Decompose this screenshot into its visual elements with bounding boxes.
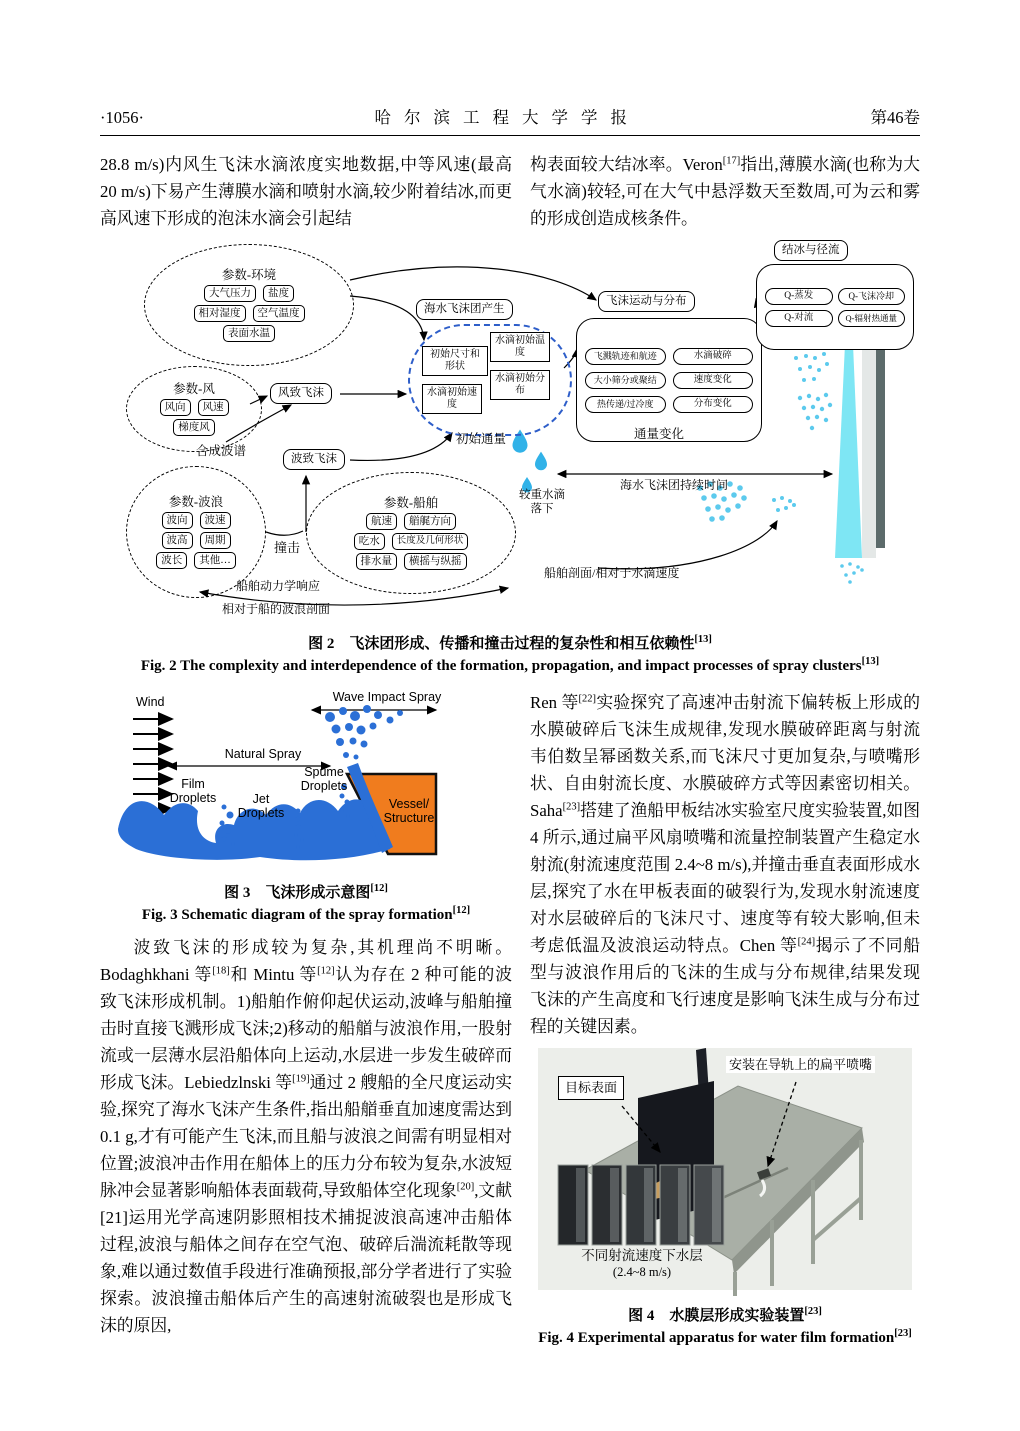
figure2-diagram	[100, 236, 920, 628]
fig2-wind-spray-box: 风致飞沫	[270, 383, 332, 404]
figure4-caption-en: Fig. 4 Experimental apparatus for water film formation[23]	[538, 1328, 912, 1346]
figure3-diagram	[100, 689, 510, 877]
fig2-wave-profile-label: 相对于船的波浪剖面	[222, 602, 331, 616]
fig2-wind-item: 风向	[160, 399, 191, 416]
water-film-strips	[558, 1165, 724, 1245]
fig2-ship-item: 航速	[366, 513, 397, 530]
fig2-env-item: 大气压力	[204, 285, 256, 302]
fig2-ship-item: 长度及几何形状	[392, 533, 469, 550]
fig2-wave-spray-box: 波致飞沫	[283, 449, 345, 470]
fig2-ship-profile-label: 船舶剖面/相对于水滴速度	[544, 566, 680, 580]
body-paragraph-left: 波致飞沫的形成较为复杂,其机理尚不明晰。Bodaghkhani 等[18]和 Mintu 等[12]认为存在 2 种可能的波致飞沫形成机制。1)船舶作俯仰起伏运动,波峰与船舶撞击时直接飞溅形成飞沫;2)移动的船艏与波浪作用,一股射流或一层薄水层沿船体向上运动,水层进一步发生破碎而形成飞沫。Lebiedzlnski 等[19]通过 2 艘船的全尺度运动实验,探究了海水飞沫产生条件,指出船艏垂直加速度需达到 0.1 g,才有可能产生飞沫,而且船与波浪之间需有明显相对位置;波浪冲击作用在船体上的压力分布较为复杂,水波短脉冲会显著影响船体表面载荷,导致船体空化现象[20],文献[21]运用光学高速阴影照相技术捕捉波浪高速冲击船体过程,波浪与船体之间存在空气泡、破碎后湍流耗散等现象,难以通过数值手段进行准确预报,部分学者进行了实验探索。波浪撞击船体后产生的高速射流破裂也是形成飞沫的原因,	[100, 938, 512, 1335]
fig4-nozzle-label: 安装在导轨上的扁平喷嘴	[726, 1056, 875, 1073]
fig2-heavy-drops-line1: 较重水滴	[519, 489, 565, 501]
fig2-wind-title: 参数-风	[173, 382, 215, 396]
figure2-caption-en: Fig. 2 The complexity and interdependence of the formation, propagation, and impact processes of spray clusters[13]	[140, 656, 880, 674]
fig2-icing-container	[756, 264, 914, 350]
fig2-env-item: 相对湿度	[194, 305, 246, 322]
fig2-heavy-drops-label	[514, 488, 570, 516]
intro-paragraph-left: 28.8 m/s)内风生飞沫水滴浓度实地数据,中等风速(最高 20 m/s)下易产生薄膜水滴和喷射水滴,较少附着结冰,而更高风速下形成的泡沫水滴会引起结	[100, 155, 512, 228]
fig2-motion-item: 大小筛分或聚结	[585, 372, 666, 389]
fig4-strips-caption	[558, 1248, 726, 1280]
fig2-icing-item: Q-飞沫冷却	[838, 288, 906, 305]
fig2-synth-spectrum-label: 合成波谱	[196, 444, 247, 458]
fig3-natural-spray-label: Natural Spray	[224, 747, 302, 761]
fig2-wave-item: 波长	[156, 552, 187, 569]
page-number: ·1056·	[100, 108, 144, 127]
fig2-ship-item: 艏艉方向	[404, 513, 456, 530]
fig3-spume-droplets-label: Spume Droplets	[300, 765, 348, 793]
journal-title: 哈尔滨工程大学学报	[374, 108, 640, 127]
fig2-wind-item: 梯度风	[173, 419, 215, 436]
fig2-motion-box: 飞沫运动与分布	[598, 291, 695, 312]
fig2-wave-item: 周期	[200, 532, 231, 549]
fig2-dyn-response-label: 船舶动力学响应	[236, 579, 321, 593]
fig2-cloud-item: 水滴初始温度	[490, 332, 550, 362]
figure4-caption-cn: 图 4 水膜层形成实验装置[23]	[628, 1306, 822, 1324]
fig2-icing-box: 结冰与径流	[774, 240, 848, 261]
fig2-ship-item: 横摇与纵摇	[404, 553, 467, 570]
fig2-ship-item: 排水量	[356, 553, 398, 570]
figure2-caption-cn: 图 2 飞沫团形成、传播和撞击过程的复杂性和相互依赖性[13]	[308, 634, 712, 652]
fig2-motion-item: 分布变化	[673, 396, 754, 413]
fig3-film-droplets-label: Film Droplets	[169, 777, 217, 805]
fig3-vessel-label	[378, 797, 440, 825]
fig2-impact-label: 撞击	[274, 540, 301, 555]
fig4-strips-caption-line2: (2.4~8 m/s)	[612, 1265, 672, 1279]
fig2-wave-item: 波高	[162, 532, 193, 549]
fig2-env-ellipse	[144, 244, 354, 366]
fig2-ship-item: 吃水	[354, 533, 385, 550]
fig2-wave-item: 波速	[200, 512, 231, 529]
fig2-icing-item: Q-蒸发	[765, 288, 833, 305]
fig2-duration-label: 海水飞沫团持续时间	[620, 478, 729, 492]
droplet-icons	[513, 430, 548, 493]
fig2-icing-item: Q-辐射热通量	[838, 310, 906, 327]
fig2-cloud-item: 水滴初始分布	[490, 370, 550, 400]
fig2-ship-title: 参数-船舶	[383, 496, 439, 510]
fig2-heavy-drops-line2: 落下	[530, 503, 554, 515]
structure-shape	[835, 344, 885, 558]
figure4-photo	[530, 1048, 920, 1300]
fig2-generation-box: 海水飞沫团产生	[416, 299, 513, 320]
volume-label: 第46卷	[870, 108, 920, 127]
intro-paragraph-right: 构表面较大结冰率。Veron[17]指出,薄膜水滴(也称为大气水滴)较轻,可在大气中悬浮数天至数周,可为云和雾的形成创造成核条件。	[530, 155, 920, 228]
fig2-flux-change-label: 通量变化	[634, 427, 685, 441]
fig2-cloud-item: 初始尺寸和形状	[422, 346, 488, 376]
fig2-cloud-item: 水滴初始速度	[422, 384, 482, 414]
fig2-wave-title: 参数-波浪	[168, 495, 224, 509]
page-header	[100, 0, 920, 128]
fig2-initial-flux-label: 初始通量	[456, 432, 507, 446]
fig3-jet-droplets-label: Jet Droplets	[237, 792, 285, 820]
fig2-wave-item: 波向	[162, 512, 193, 529]
fig2-wave-item: 其他…	[194, 552, 236, 569]
fig2-env-item: 表面水温	[223, 325, 275, 342]
fig2-motion-container	[576, 318, 762, 442]
fig3-vessel-line1: Vessel/	[388, 797, 430, 811]
water-shape	[118, 705, 403, 860]
fig2-env-title: 参数-环境	[221, 268, 277, 282]
fig2-wind-ellipse	[126, 366, 262, 452]
fig4-strips-caption-line1: 不同射流速度下水层	[581, 1248, 703, 1263]
fig2-motion-item: 热传递/过冷度	[585, 396, 666, 413]
fig2-motion-item: 飞溅轨迹和航迹	[585, 348, 666, 365]
body-paragraph-right: Ren 等[22]实验探究了高速冲击射流下偏转板上形成的水膜破碎后飞沫生成规律,发现水膜破碎距离与射流韦伯数呈幂函数关系,而飞沫尺寸更加复杂,与喷嘴形状、自由射流长度、水膜破碎方式等因素密切相关。Saha[23]搭建了渔船甲板结冰实验室尺度实验装置,如图 4 所示,通过扁平风扇喷嘴和流量控制装置产生稳定水射流(射流速度范围 2.4~8 m/s),并撞击垂直表面形成水层,探究了水在甲板表面的破裂行为,发现水射流速度对水层破碎后的飞沫尺寸、速度等有较大影响,但未考虑低温及波浪运动特点。Chen 等[24]揭示了不同船型与波浪作用后的飞沫的生成与分布规律,结果发现飞沫的产生高度和飞行速度是影响飞沫生成与分布过程的关键因素。	[530, 693, 920, 1036]
fig2-icing-item: Q-对流	[765, 310, 833, 327]
figure3-caption-cn: 图 3 飞沫形成示意图[12]	[224, 883, 388, 901]
fig3-wave-impact-label: Wave Impact Spray	[332, 690, 442, 704]
fig3-wind-label: Wind	[136, 695, 165, 709]
fig2-env-item: 盐度	[263, 285, 294, 302]
fig2-wind-item: 风速	[198, 399, 229, 416]
fig2-ship-ellipse	[306, 472, 516, 594]
fig2-motion-item: 水滴破碎	[673, 348, 754, 365]
fig4-target-label: 目标表面	[558, 1076, 624, 1100]
fig2-env-item: 空气温度	[253, 305, 305, 322]
fig2-motion-item: 速度变化	[673, 372, 754, 389]
fig3-vessel-line2: Structure	[383, 811, 435, 825]
figure3-caption-en: Fig. 3 Schematic diagram of the spray formation[12]	[141, 905, 471, 923]
header-rule	[100, 135, 920, 136]
